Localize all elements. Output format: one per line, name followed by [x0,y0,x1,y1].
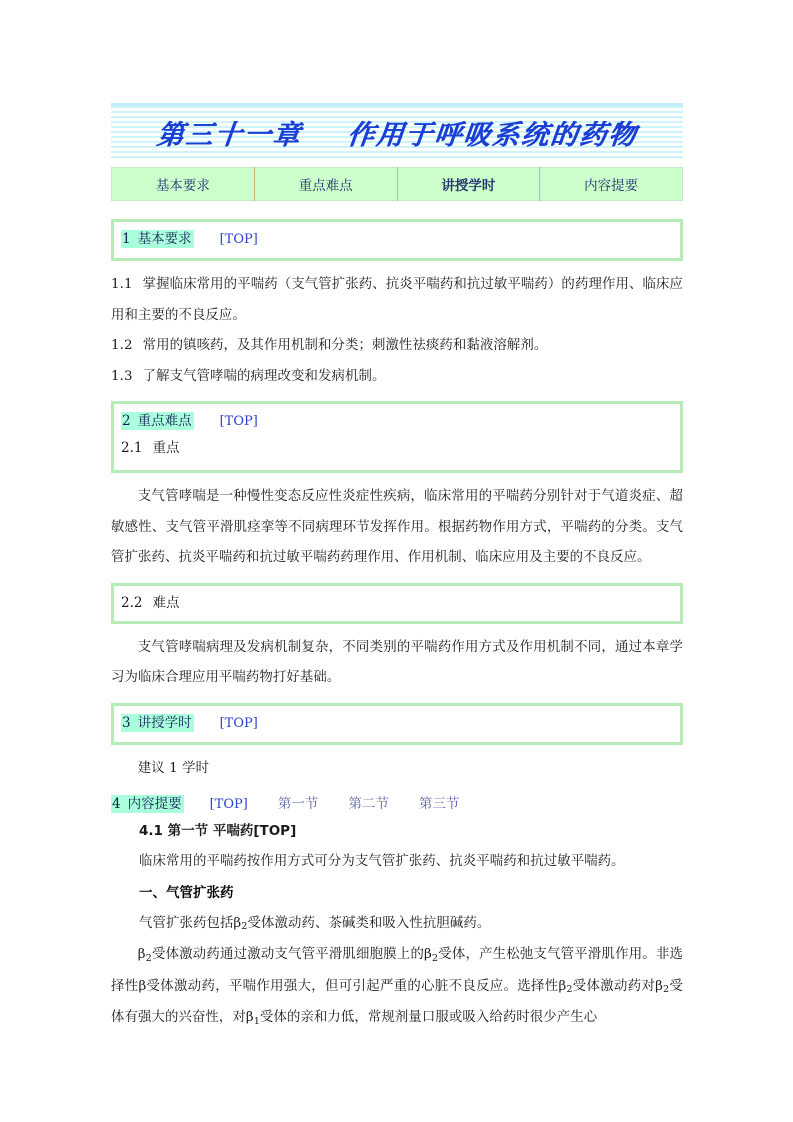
spacer [111,473,683,482]
section-2-title: 重点难点 [137,413,192,429]
nav-item-teaching-hours[interactable]: 讲授学时 [397,168,540,201]
spacer [111,745,683,754]
spacer [111,574,683,583]
subsection-heading-bronchodilators: 一、气管扩张药 [139,884,234,901]
section-2-number: 2 [122,413,131,429]
spacer [111,392,683,401]
section-2-2-heading [121,592,673,614]
bronchodilators-text-a: 气管扩张药包括β [139,915,242,931]
requirement-text: 常用的镇咳药，及其作用机制和分类；刺激性祛痰药和黏液溶解剂。 [142,338,548,353]
section-1-top-link[interactable]: [TOP] [219,232,258,247]
section-2-2-paragraph: 支气管哮喘病理及发病机制复杂，不同类别的平喘药作用方式及作用机制不同，通过本章学习为临床合理应用平喘药物打好基础。 [111,639,683,685]
section-4-top-link[interactable]: [TOP] [209,797,248,812]
section-4-1-title: 4.1 第一节 平喘药 [139,823,254,839]
section-4-1-intro: 临床常用的平喘药按作用方式可分为支气管扩张药、抗炎平喘药和抗过敏平喘药。 [139,854,625,869]
section-3-heading-highlight [121,714,194,732]
section-3-title: 讲授学时 [137,714,192,731]
section-2-2-number: 2.2 [121,594,143,611]
section-2-box [111,401,683,473]
section-3-top-link[interactable]: [TOP] [219,715,258,731]
section-1-title: 基本要求 [137,231,192,247]
section-4-1-top-link[interactable]: [TOP] [253,823,297,839]
requirement-number: 1.2 [111,338,133,353]
requirement-text: 掌握临床常用的平喘药（支气管扩张药、抗炎平喘药和抗过敏平喘药）的药理作用、临床应用和主要的不良反应。 [111,277,683,323]
section-4-title: 内容提要 [127,796,182,812]
section-2-2-box [111,583,683,624]
bronchodilators-paragraph [111,909,683,941]
chapter-title: 第三十一章 作用于呼吸系统的药物 [154,119,639,151]
section-2-top-link[interactable]: [TOP] [219,414,258,429]
section-link-2[interactable]: 第二节 [348,796,389,812]
spacer [111,261,683,270]
nav-item-content-summary[interactable]: 内容提要 [540,168,683,201]
section-3-number: 3 [122,714,131,731]
para-text-c: 受体，产生松弛支气管平滑肌作用。非选择性β受体激动药，平喘作用强大，但可引起严重的心脏不良反应。选择性β [111,947,683,994]
section-link-3[interactable]: 第三节 [418,796,460,812]
section-4-number: 4 [112,796,121,812]
requirement-number: 1.3 [111,368,133,384]
section-2-1-title: 重点 [152,440,180,456]
section-2-1-paragraph: 支气管哮喘是一种慢性变态反应性炎症性疾病，临床常用的平喘药分别针对于气道炎症、超敏感性、支气管平滑肌痉挛等不同病理环节发挥作用。根据药物作用方式，平喘药的分类。支气管扩张药、抗炎平喘药和抗过敏平喘药药理作用、作用机制、临床应用及主要的不良反应。 [111,489,683,565]
section-3-heading [121,712,673,735]
para-text-f: 受体的亲和力低，常规剂量口服或吸入给药时很少产生心 [259,1010,598,1025]
requirement-text: 了解支气管哮喘的病理改变和发病机制。 [142,368,386,384]
section-1-box [111,219,683,261]
section-2-heading [121,410,673,433]
beta-subscript: 2 [145,952,152,964]
beta2-agonist-paragraph [111,940,683,1035]
spacer [111,201,683,219]
section-4-1-heading [111,816,683,847]
nav-row [112,168,683,201]
para-text-b: 受体激动药通过激动支气管平滑肌细胞膜上的β [151,947,432,962]
section-3-box [111,703,683,745]
requirement-item-1-2 [111,331,683,362]
section-4-heading [111,793,683,816]
para-text-a: β [137,947,146,962]
para-text-d: 受体激动药对β [572,978,664,994]
spacer [111,624,683,633]
section-2-2-title: 难点 [152,594,180,611]
chapter-title-banner [111,103,683,158]
spacer [111,694,683,703]
requirement-item-1-1 [111,270,683,331]
spacer [111,784,683,793]
section-2-1-number: 2.1 [121,440,143,456]
requirement-number: 1.1 [111,277,133,292]
beta-subscript: 1 [253,1015,260,1027]
section-1-heading-highlight [121,230,194,248]
beta-subscript: 2 [566,984,573,996]
beta-subscript: 2 [663,984,670,996]
section-2-1-heading [121,433,673,463]
chapter-nav-table [111,167,683,201]
section-4-heading-highlight [111,795,184,813]
page-content [111,103,683,1035]
nav-item-key-points[interactable]: 重点难点 [254,168,397,201]
section-3-paragraph: 建议 1 学时 [137,760,210,776]
beta-subscript: 2 [241,921,248,933]
bronchodilators-text-b: 受体激动药、茶碱类和吸入性抗胆碱药。 [247,915,491,931]
section-link-1[interactable]: 第一节 [277,796,319,812]
nav-item-basic-requirements[interactable]: 基本要求 [112,168,255,201]
section-1-heading [121,228,673,251]
para-text-e: 受体有强大的兴奋性，对β [111,978,683,1025]
section-1-number: 1 [122,231,131,247]
section-2-heading-highlight [121,412,194,430]
beta-subscript: 2 [431,952,439,964]
requirement-item-1-3 [111,362,683,393]
